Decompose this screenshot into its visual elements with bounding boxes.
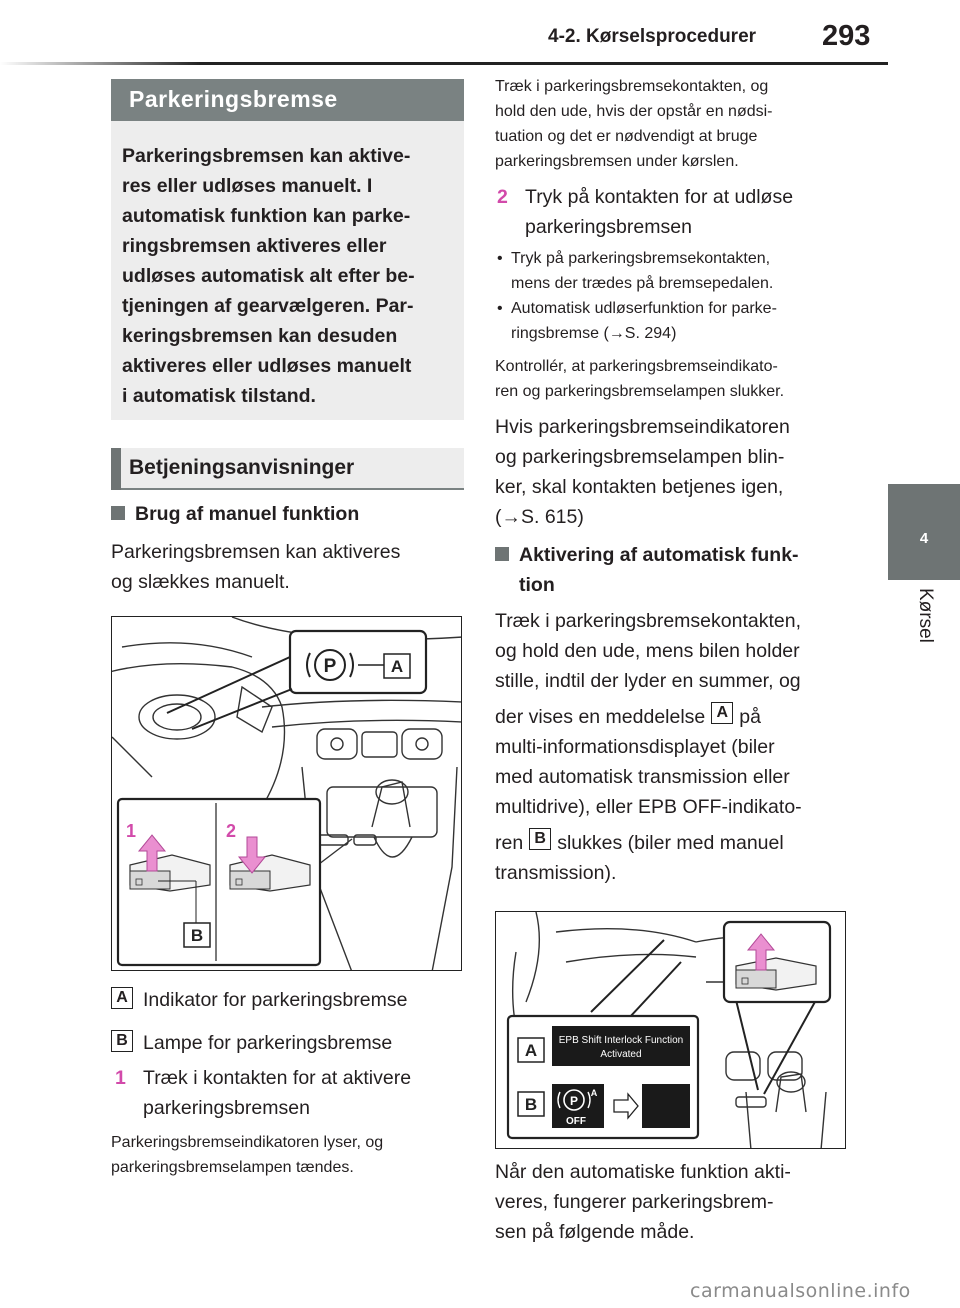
legend-text-a: Indikator for parkeringsbremse — [143, 989, 408, 1011]
section-title: 4-2. Kørselsprocedurer — [548, 26, 757, 47]
text-line: • Automatisk udløserfunktion for parke- — [511, 300, 777, 317]
intro-line: automatisk funktion kan parke- — [122, 205, 411, 227]
text-line: Parkeringsbremseindikatoren lyser, og — [111, 1134, 384, 1151]
auto-subheading — [495, 540, 799, 600]
step-text: Tryk på kontakten for at udløse — [525, 186, 794, 208]
text-fragment: der vises en meddelelse — [495, 706, 706, 728]
section-heading-bar — [111, 448, 121, 490]
epb-message-line-2: Activated — [600, 1049, 642, 1060]
epb-icon-off: OFF — [566, 1116, 586, 1127]
manual-subheading — [111, 499, 359, 529]
emergency-note — [495, 74, 773, 174]
legend-row-a — [111, 985, 464, 1015]
legend-key-b: B — [111, 1030, 133, 1052]
step-2-bullets — [495, 246, 855, 346]
epb-icon-a: A — [590, 1088, 598, 1098]
manual-subheading-text: Brug af manuel funktion — [135, 503, 360, 525]
blink-note — [495, 412, 790, 532]
closing-text — [495, 1157, 791, 1247]
inline-label-b: B — [529, 828, 551, 850]
intro-line: tjeningen af gearvælgeren. Par- — [122, 295, 414, 317]
text-line: Træk i parkeringsbremsekontakten, — [495, 610, 801, 632]
text-line: parkeringsbremsen under kørslen. — [495, 153, 739, 170]
text-line: transmission). — [495, 862, 617, 884]
text-line: • Tryk på parkeringsbremsekontakten, — [511, 250, 771, 267]
text-line: multidrive), eller EPB OFF-indikato- — [495, 796, 802, 818]
check-note — [495, 354, 784, 404]
step-2 — [497, 182, 857, 242]
inline-label-a: A — [711, 702, 733, 724]
text-line: Træk i parkeringsbremsekontakten, og — [495, 78, 769, 95]
auto-mode-illustration — [496, 912, 846, 1149]
figure-label-a: A — [390, 657, 404, 676]
intro-line: ringsbremsen aktiveres eller — [122, 235, 387, 257]
legend-key-a: A — [111, 987, 133, 1009]
figure-label-a: A — [524, 1041, 538, 1060]
epb-message-line-1: EPB Shift Interlock Function — [558, 1035, 684, 1046]
auto-parking-brake-figure — [495, 911, 846, 1149]
figure-step-2: 2 — [226, 821, 237, 841]
watermark: carmanualsonline.info — [690, 1280, 911, 1302]
section-heading-text: Betjeningsanvisninger — [129, 456, 355, 479]
intro-line: keringsbremsen kan desuden — [122, 325, 398, 347]
text-line: og slækkes manuelt. — [111, 571, 290, 593]
legend-text-b: Lampe for parkeringsbremse — [143, 1032, 393, 1054]
step-1-note — [111, 1130, 383, 1180]
text-line-with-label — [495, 828, 865, 858]
page-heading: Parkeringsbremse — [111, 79, 464, 121]
legend-row-b — [111, 1028, 464, 1058]
text-line: og hold den ude, mens bilen holder — [495, 640, 800, 662]
intro-line: aktiveres eller udløses manuelt — [122, 355, 412, 377]
intro-line: Parkeringsbremsen kan aktive- — [122, 145, 411, 167]
page-number: 293 — [822, 20, 871, 52]
intro-line: i automatisk tilstand. — [122, 385, 316, 407]
step-text: parkeringsbremsen — [143, 1097, 310, 1119]
text-line: Når den automatiske funktion akti- — [495, 1161, 791, 1183]
step-number: 1 — [115, 1067, 126, 1089]
text-line: ren og parkeringsbremselampen slukker. — [495, 383, 785, 400]
bullet-item — [495, 246, 855, 296]
text-line: (→S. 615) — [495, 506, 584, 528]
auto-subheading-text: Aktivering af automatisk funk- — [519, 544, 799, 566]
section-heading — [111, 448, 464, 490]
text-line: mens der trædes på bremsepedalen. — [511, 275, 774, 292]
text-line: med automatisk transmission eller — [495, 766, 790, 788]
figure-label-b: B — [190, 926, 204, 945]
text-line: ker, skal kontakten betjenes igen, — [495, 476, 784, 498]
figure-label-b: B — [524, 1095, 538, 1114]
park-symbol: P — [323, 656, 337, 677]
intro-line: res eller udløses manuelt. I — [122, 175, 373, 197]
text-line: multi-informationsdisplayet (biler — [495, 736, 775, 758]
text-line: parkeringsbremselampen tændes. — [111, 1159, 354, 1176]
chapter-label — [888, 580, 960, 700]
figure-step-1: 1 — [126, 821, 137, 841]
text-line: ringsbremse (→S. 294) — [511, 325, 677, 342]
text-fragment: slukkes (biler med manuel — [557, 832, 784, 854]
text-fragment: ren — [495, 832, 524, 854]
svg-text:P: P — [569, 1094, 579, 1108]
step-1 — [115, 1063, 468, 1123]
intro-box — [111, 121, 464, 420]
text-line: hold den ude, hvis der opstår en nødsi- — [495, 103, 773, 120]
chapter-label-text: Kørsel — [915, 588, 936, 643]
header-rule-fade — [0, 62, 200, 65]
text-line: Hvis parkeringsbremseindikatoren — [495, 416, 790, 438]
text-line: tuation og det er nødvendigt at bruge — [495, 128, 758, 145]
auto-description — [495, 606, 865, 888]
chapter-tab: 4 — [888, 484, 960, 580]
bullet-item — [495, 296, 855, 346]
dashboard-illustration — [112, 617, 462, 971]
step-number: 2 — [497, 186, 508, 208]
manual-parking-brake-figure — [111, 616, 462, 971]
auto-subheading-text: tion — [519, 574, 555, 596]
square-bullet-icon — [111, 506, 125, 520]
text-line: veres, fungerer parkeringsbrem- — [495, 1191, 774, 1213]
manual-description — [111, 537, 400, 597]
step-text: parkeringsbremsen — [525, 216, 692, 238]
square-bullet-icon — [495, 547, 509, 561]
step-text: Træk i kontakten for at aktivere — [143, 1067, 412, 1089]
text-line: Parkeringsbremsen kan aktiveres — [111, 541, 401, 563]
text-line: og parkeringsbremselampen blin- — [495, 446, 785, 468]
text-line: sen på følgende måde. — [495, 1221, 695, 1243]
text-line-with-label — [495, 702, 865, 732]
text-line: stille, indtil der lyder en summer, og — [495, 670, 801, 692]
intro-line: udløses automatisk alt efter be- — [122, 265, 415, 287]
text-fragment: på — [739, 706, 761, 728]
text-line: Kontrollér, at parkeringsbremseindikato- — [495, 358, 778, 375]
